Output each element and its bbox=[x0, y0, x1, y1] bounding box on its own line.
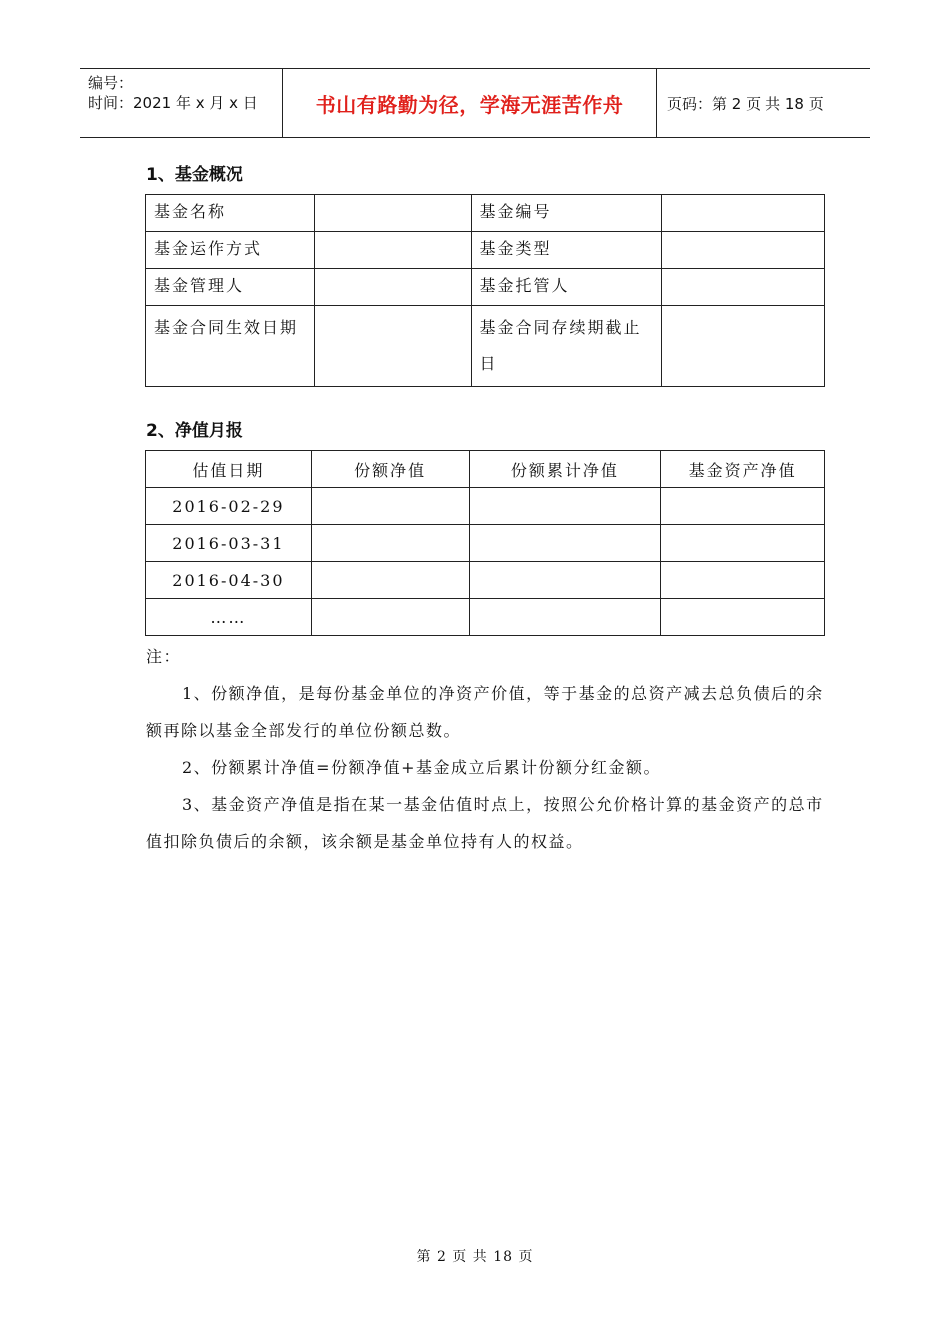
column-header: 估值日期 bbox=[146, 451, 312, 488]
table-cell bbox=[314, 306, 471, 387]
table-cell bbox=[661, 599, 825, 636]
header-meta bbox=[80, 69, 282, 137]
table-cell: 基金合同存续期截止日 bbox=[471, 306, 662, 387]
table-row bbox=[146, 488, 825, 525]
table-cell bbox=[662, 195, 825, 232]
table-cell bbox=[314, 232, 471, 269]
table-cell bbox=[314, 195, 471, 232]
header-total-label: 共 18 页 bbox=[765, 94, 824, 113]
table-header-row bbox=[146, 451, 825, 488]
table-cell bbox=[661, 488, 825, 525]
table-cell bbox=[311, 599, 469, 636]
notes-block bbox=[146, 638, 826, 860]
fund-overview-table bbox=[145, 194, 825, 387]
table-cell: 基金托管人 bbox=[471, 269, 662, 306]
table-cell: 基金合同生效日期 bbox=[146, 306, 315, 387]
section2-title: 2、净值月报 bbox=[146, 421, 243, 441]
table-cell bbox=[661, 562, 825, 599]
table-row bbox=[146, 525, 825, 562]
table-cell bbox=[311, 488, 469, 525]
table-row bbox=[146, 599, 825, 636]
table-row bbox=[146, 195, 825, 232]
column-header: 份额净值 bbox=[311, 451, 469, 488]
page-footer: 第 2 页 共 18 页 bbox=[416, 1249, 534, 1265]
column-header: 份额累计净值 bbox=[469, 451, 661, 488]
table-row bbox=[146, 269, 825, 306]
table-cell: 2016-03-31 bbox=[146, 525, 312, 562]
table-cell: 基金类型 bbox=[471, 232, 662, 269]
table-cell bbox=[469, 562, 661, 599]
table-cell bbox=[661, 525, 825, 562]
note-item: 3、基金资产净值是指在某一基金估值时点上，按照公允价格计算的基金资产的总市值扣除负债后的余额，该余额是基金单位持有人的权益。 bbox=[146, 795, 824, 851]
table-row bbox=[146, 306, 825, 387]
note-item: 2、份额累计净值=份额净值+基金成立后累计份额分红金额。 bbox=[182, 758, 661, 777]
notes-label: 注： bbox=[146, 647, 182, 666]
page-header bbox=[80, 68, 870, 138]
table-cell bbox=[469, 599, 661, 636]
table-cell: 基金编号 bbox=[471, 195, 662, 232]
table-cell: 基金运作方式 bbox=[146, 232, 315, 269]
table-cell: 基金管理人 bbox=[146, 269, 315, 306]
table-row bbox=[146, 232, 825, 269]
table-cell bbox=[662, 269, 825, 306]
table-cell bbox=[311, 562, 469, 599]
note-item: 1、份额净值，是每份基金单位的净资产价值，等于基金的总资产减去总负债后的余额再除以基金全部发行的单位份额总数。 bbox=[146, 684, 824, 740]
table-cell bbox=[311, 525, 469, 562]
table-cell bbox=[469, 488, 661, 525]
table-cell bbox=[662, 232, 825, 269]
table-cell bbox=[662, 306, 825, 387]
column-header: 基金资产净值 bbox=[661, 451, 825, 488]
section1-title: 1、基金概况 bbox=[146, 165, 243, 185]
table-cell bbox=[469, 525, 661, 562]
table-cell: 2016-04-30 bbox=[146, 562, 312, 599]
header-date-label: 时间：2021 年 x 月 x 日 bbox=[88, 94, 258, 112]
header-number-label: 编号： bbox=[88, 74, 134, 92]
table-cell: …… bbox=[146, 599, 312, 636]
table-row bbox=[146, 562, 825, 599]
table-cell: 基金名称 bbox=[146, 195, 315, 232]
header-page-info bbox=[657, 69, 870, 137]
table-cell: 2016-02-29 bbox=[146, 488, 312, 525]
nav-monthly-table bbox=[145, 450, 825, 636]
header-page-label: 页码：第 2 页 bbox=[667, 94, 762, 113]
header-motto: 书山有路勤为径，学海无涯苦作舟 bbox=[282, 69, 657, 137]
table-cell bbox=[314, 269, 471, 306]
